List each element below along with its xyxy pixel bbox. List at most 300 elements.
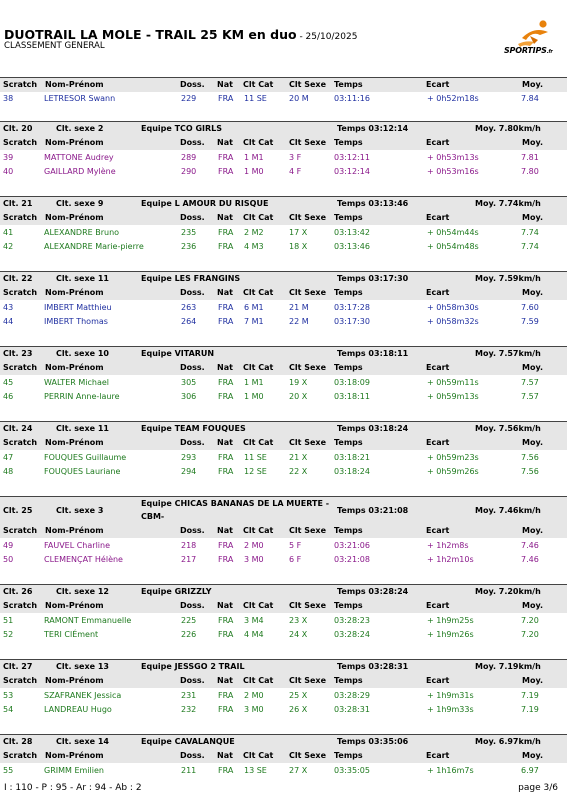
runner-gap: + 0h54m44s [427, 228, 479, 237]
runner-speed: 7.56 [521, 467, 539, 476]
col-nat-header: Nat [217, 526, 233, 535]
col-name-header: Nom-Prénom [45, 438, 104, 447]
team-overall-rank: Clt. 28 [3, 737, 33, 746]
runner-category-rank: 3 M0 [244, 705, 264, 714]
col-cat-rank-header: Clt Cat [243, 138, 274, 147]
col-name-header: Nom-Prénom [45, 288, 104, 297]
runner-sex-rank: 18 X [289, 242, 308, 251]
team-name: Equipe GRIZZLY [141, 587, 212, 596]
col-scratch-header: Scratch [3, 676, 38, 685]
runner-speed: 6.97 [521, 766, 539, 775]
col-sex-rank-header: Clt Sexe [289, 138, 326, 147]
team-name: Equipe TEAM FOUQUES [141, 424, 246, 433]
runner-gap: + 1h2m10s [427, 555, 474, 564]
col-nat-header: Nat [217, 601, 233, 610]
team-header-row [0, 122, 567, 136]
column-header-row [0, 136, 567, 150]
team-time: Temps 03:13:46 [337, 199, 409, 208]
team-speed: Moy. 7.80km/h [475, 124, 541, 133]
col-time-header: Temps [334, 676, 363, 685]
runner-bib: 294 [181, 467, 197, 476]
team-header-row [0, 422, 567, 436]
runner-speed: 7.20 [521, 616, 539, 625]
team-sex-rank: Clt. sexe 11 [56, 424, 109, 433]
runner-nationality: FRA [218, 691, 234, 700]
team-overall-rank: Clt. 24 [3, 424, 33, 433]
runner-sex-rank: 24 X [289, 630, 308, 639]
runner-gap: + 1h16m7s [427, 766, 474, 775]
runner-name: LANDREAU Hugo [44, 705, 112, 714]
runner-scratch-rank: 49 [3, 541, 14, 550]
col-name-header: Nom-Prénom [45, 601, 104, 610]
runner-gap: + 0h59m13s [427, 392, 479, 401]
runner-speed: 7.56 [521, 453, 539, 462]
col-time-header: Temps [334, 526, 363, 535]
team-name: Equipe JESSGO 2 TRAIL [141, 662, 245, 671]
runner-gap: + 1h9m25s [427, 616, 474, 625]
runner-row [0, 227, 567, 240]
team-sex-rank: Clt. sexe 3 [56, 506, 104, 515]
runner-row [0, 629, 567, 642]
runner-time: 03:28:29 [334, 691, 370, 700]
runner-row [0, 152, 567, 165]
team-name: Equipe TCO GIRLS [141, 124, 223, 133]
runner-category-rank: 11 SE [244, 94, 267, 103]
runner-nationality: FRA [218, 705, 234, 714]
col-cat-rank-header: Clt Cat [243, 676, 274, 685]
runner-speed: 7.57 [521, 378, 539, 387]
runner-category-rank: 4 M4 [244, 630, 264, 639]
runner-nationality: FRA [218, 317, 234, 326]
runner-speed: 7.46 [521, 555, 539, 564]
col-time-header: Temps [334, 438, 363, 447]
runner-time: 03:17:30 [334, 317, 370, 326]
column-header-row [0, 436, 567, 450]
runner-bib: 290 [181, 167, 197, 176]
runner-speed: 7.57 [521, 392, 539, 401]
runner-nationality: FRA [218, 167, 234, 176]
runner-time: 03:21:06 [334, 541, 370, 550]
runner-sex-rank: 26 X [289, 705, 308, 714]
runner-row [0, 93, 567, 106]
col-name-header: Nom-Prénom [45, 363, 104, 372]
runner-gap: + 0h59m26s [427, 467, 479, 476]
column-header-row [0, 674, 567, 688]
team-time: Temps 03:35:06 [337, 737, 409, 746]
runner-gap: + 0h58m30s [427, 303, 479, 312]
col-bib-header: Doss. [180, 363, 205, 372]
runner-sex-rank: 23 X [289, 616, 308, 625]
runner-time: 03:28:24 [334, 630, 370, 639]
runner-scratch-rank: 51 [3, 616, 14, 625]
runner-bib: 229 [181, 94, 197, 103]
runner-category-rank: 11 SE [244, 453, 267, 462]
col-nat-header: Nat [217, 213, 233, 222]
runner-category-rank: 1 M1 [244, 153, 264, 162]
col-gap-header: Ecart [426, 213, 450, 222]
team-sex-rank: Clt. sexe 11 [56, 274, 109, 283]
col-bib-header: Doss. [180, 526, 205, 535]
runner-scratch-rank: 41 [3, 228, 14, 237]
runner-sex-rank: 3 F [289, 153, 302, 162]
runner-row [0, 615, 567, 628]
runner-sex-rank: 25 X [289, 691, 308, 700]
runner-bib: 293 [181, 453, 197, 462]
runner-nationality: FRA [218, 303, 234, 312]
team-header-row [0, 197, 567, 211]
team-name: Equipe VITARUN [141, 349, 215, 358]
team-header-row [0, 347, 567, 361]
team-time: Temps 03:12:14 [337, 124, 409, 133]
runner-name: FOUQUES Lauriane [44, 467, 121, 476]
runner-sex-rank: 27 X [289, 766, 308, 775]
runner-scratch-rank: 54 [3, 705, 14, 714]
runner-name: PERRIN Anne-laure [44, 392, 120, 401]
runner-scratch-rank: 46 [3, 392, 14, 401]
team-overall-rank: Clt. 23 [3, 349, 33, 358]
team-time: Temps 03:18:11 [337, 349, 409, 358]
col-cat-rank-header: Clt Cat [243, 601, 274, 610]
column-header-row [0, 599, 567, 613]
column-header-row [0, 78, 567, 92]
runner-bib: 263 [181, 303, 197, 312]
runner-category-rank: 1 M0 [244, 392, 264, 401]
runner-sex-rank: 21 X [289, 453, 308, 462]
runner-row [0, 391, 567, 404]
runner-nationality: FRA [218, 630, 234, 639]
col-time-header: Temps [334, 288, 363, 297]
col-sex-rank-header: Clt Sexe [289, 751, 326, 760]
runner-speed: 7.81 [521, 153, 539, 162]
col-nat-header: Nat [217, 138, 233, 147]
runner-speed: 7.80 [521, 167, 539, 176]
runner-sex-rank: 4 F [289, 167, 302, 176]
col-name-header: Nom-Prénom [45, 80, 104, 89]
runner-nationality: FRA [218, 153, 234, 162]
runner-bib: 225 [181, 616, 197, 625]
team-header-row [0, 272, 567, 286]
team-sex-rank: Clt. sexe 9 [56, 199, 104, 208]
runner-time: 03:35:05 [334, 766, 370, 775]
runner-time: 03:18:09 [334, 378, 370, 387]
runner-bib: 217 [181, 555, 197, 564]
runner-time: 03:28:23 [334, 616, 370, 625]
col-gap-header: Ecart [426, 751, 450, 760]
runner-category-rank: 12 SE [244, 467, 267, 476]
runner-name: GRIMM Emilien [44, 766, 104, 775]
col-speed-header: Moy. [522, 213, 543, 222]
col-nat-header: Nat [217, 363, 233, 372]
runner-name: MATTONE Audrey [44, 153, 114, 162]
team-speed: Moy. 7.57km/h [475, 349, 541, 358]
runner-scratch-rank: 47 [3, 453, 14, 462]
col-bib-header: Doss. [180, 213, 205, 222]
runner-scratch-rank: 42 [3, 242, 14, 251]
team-name: Equipe L AMOUR DU RISQUE [141, 199, 269, 208]
runner-time: 03:17:28 [334, 303, 370, 312]
runner-scratch-rank: 38 [3, 94, 14, 103]
col-time-header: Temps [334, 363, 363, 372]
runner-gap: + 0h58m32s [427, 317, 479, 326]
runner-bib: 289 [181, 153, 197, 162]
runner-row [0, 452, 567, 465]
runner-bib: 211 [181, 766, 197, 775]
team-overall-rank: Clt. 21 [3, 199, 33, 208]
runner-category-rank: 2 M0 [244, 541, 264, 550]
column-header-row [0, 749, 567, 763]
runner-gap: + 0h59m23s [427, 453, 479, 462]
col-nat-header: Nat [217, 751, 233, 760]
runner-scratch-rank: 40 [3, 167, 14, 176]
col-cat-rank-header: Clt Cat [243, 438, 274, 447]
runner-gap: + 0h52m18s [427, 94, 479, 103]
runner-bib: 305 [181, 378, 197, 387]
col-sex-rank-header: Clt Sexe [289, 526, 326, 535]
team-sex-rank: Clt. sexe 2 [56, 124, 104, 133]
runner-sex-rank: 22 X [289, 467, 308, 476]
runner-row [0, 704, 567, 717]
col-cat-rank-header: Clt Cat [243, 363, 274, 372]
col-gap-header: Ecart [426, 526, 450, 535]
runner-category-rank: 3 M4 [244, 616, 264, 625]
runner-speed: 7.59 [521, 317, 539, 326]
col-scratch-header: Scratch [3, 80, 38, 89]
runner-time: 03:28:31 [334, 705, 370, 714]
runner-sex-rank: 6 F [289, 555, 302, 564]
team-header-row [0, 660, 567, 674]
runner-gap: + 0h53m16s [427, 167, 479, 176]
column-header-row [0, 286, 567, 300]
runner-row [0, 166, 567, 179]
col-scratch-header: Scratch [3, 751, 38, 760]
runner-speed: 7.19 [521, 705, 539, 714]
col-gap-header: Ecart [426, 80, 450, 89]
col-name-header: Nom-Prénom [45, 751, 104, 760]
col-time-header: Temps [334, 213, 363, 222]
col-scratch-header: Scratch [3, 288, 38, 297]
runner-category-rank: 13 SE [244, 766, 267, 775]
col-speed-header: Moy. [522, 526, 543, 535]
team-header-row [0, 735, 567, 749]
runner-row [0, 466, 567, 479]
runner-time: 03:12:11 [334, 153, 370, 162]
team-overall-rank: Clt. 25 [3, 506, 33, 515]
team-time: Temps 03:28:31 [337, 662, 409, 671]
runner-name: RAMONT Emmanuelle [44, 616, 132, 625]
runner-name: ALEXANDRE Marie-pierre [44, 242, 144, 251]
runner-speed: 7.19 [521, 691, 539, 700]
col-bib-header: Doss. [180, 438, 205, 447]
col-sex-rank-header: Clt Sexe [289, 676, 326, 685]
col-bib-header: Doss. [180, 676, 205, 685]
team-sex-rank: Clt. sexe 13 [56, 662, 109, 671]
col-gap-header: Ecart [426, 363, 450, 372]
runner-time: 03:13:42 [334, 228, 370, 237]
col-cat-rank-header: Clt Cat [243, 213, 274, 222]
runner-sex-rank: 17 X [289, 228, 308, 237]
runner-name: FOUQUES Guillaume [44, 453, 127, 462]
team-speed: Moy. 7.59km/h [475, 274, 541, 283]
col-speed-header: Moy. [522, 601, 543, 610]
team-speed: Moy. 7.56km/h [475, 424, 541, 433]
runner-sex-rank: 22 M [289, 317, 309, 326]
runner-time: 03:21:08 [334, 555, 370, 564]
team-speed: Moy. 7.74km/h [475, 199, 541, 208]
team-time: Temps 03:21:08 [337, 506, 409, 515]
runner-row [0, 316, 567, 329]
team-sex-rank: Clt. sexe 14 [56, 737, 109, 746]
runner-nationality: FRA [218, 94, 234, 103]
runner-name: SZAFRANEK Jessica [44, 691, 122, 700]
runner-time: 03:18:11 [334, 392, 370, 401]
runner-bib: 235 [181, 228, 197, 237]
runner-time: 03:13:46 [334, 242, 370, 251]
col-bib-header: Doss. [180, 601, 205, 610]
col-speed-header: Moy. [522, 288, 543, 297]
runner-time: 03:12:14 [334, 167, 370, 176]
page-number: page 3/6 [518, 783, 558, 793]
col-gap-header: Ecart [426, 676, 450, 685]
runner-bib: 306 [181, 392, 197, 401]
col-gap-header: Ecart [426, 601, 450, 610]
runner-gap: + 0h59m11s [427, 378, 479, 387]
team-time: Temps 03:18:24 [337, 424, 409, 433]
runner-category-rank: 1 M1 [244, 378, 264, 387]
runner-scratch-rank: 50 [3, 555, 14, 564]
team-overall-rank: Clt. 22 [3, 274, 33, 283]
col-sex-rank-header: Clt Sexe [289, 438, 326, 447]
event-date: - 25/10/2025 [296, 32, 358, 42]
col-bib-header: Doss. [180, 80, 205, 89]
runner-gap: + 0h54m48s [427, 242, 479, 251]
col-cat-rank-header: Clt Cat [243, 80, 274, 89]
runner-name: IMBERT Thomas [44, 317, 108, 326]
runner-row [0, 554, 567, 567]
col-nat-header: Nat [217, 288, 233, 297]
runner-bib: 218 [181, 541, 197, 550]
col-nat-header: Nat [217, 676, 233, 685]
col-scratch-header: Scratch [3, 601, 38, 610]
logo-label: SPORTIPS.fr [504, 46, 553, 55]
runner-bib: 236 [181, 242, 197, 251]
runner-bib: 232 [181, 705, 197, 714]
runner-name: TERI ClÉment [44, 630, 99, 639]
runner-scratch-rank: 39 [3, 153, 14, 162]
col-name-header: Nom-Prénom [45, 676, 104, 685]
runner-category-rank: 2 M0 [244, 691, 264, 700]
team-name-continued: CBM- [141, 512, 165, 521]
runner-speed: 7.20 [521, 630, 539, 639]
runner-row [0, 241, 567, 254]
runner-category-rank: 7 M1 [244, 317, 264, 326]
col-scratch-header: Scratch [3, 363, 38, 372]
runner-time: 03:18:21 [334, 453, 370, 462]
team-speed: Moy. 7.46km/h [475, 506, 541, 515]
col-gap-header: Ecart [426, 438, 450, 447]
runner-name: CLEMENÇAT Hélène [44, 555, 123, 564]
runner-nationality: FRA [218, 766, 234, 775]
runner-nationality: FRA [218, 453, 234, 462]
team-name: Equipe LES FRANGINS [141, 274, 241, 283]
runner-time: 03:18:24 [334, 467, 370, 476]
col-sex-rank-header: Clt Sexe [289, 288, 326, 297]
col-cat-rank-header: Clt Cat [243, 751, 274, 760]
col-sex-rank-header: Clt Sexe [289, 80, 326, 89]
race-stats: I : 110 - P : 95 - Ar : 94 - Ab : 2 [4, 783, 142, 793]
runner-scratch-rank: 45 [3, 378, 14, 387]
runner-gap: + 1h9m26s [427, 630, 474, 639]
runner-nationality: FRA [218, 541, 234, 550]
runner-speed: 7.74 [521, 228, 539, 237]
col-cat-rank-header: Clt Cat [243, 288, 274, 297]
runner-speed: 7.84 [521, 94, 539, 103]
runner-name: WALTER Michael [44, 378, 109, 387]
runner-gap: + 0h53m13s [427, 153, 479, 162]
runner-scratch-rank: 43 [3, 303, 14, 312]
col-bib-header: Doss. [180, 751, 205, 760]
team-time: Temps 03:17:30 [337, 274, 409, 283]
runner-category-rank: 4 M3 [244, 242, 264, 251]
runner-bib: 231 [181, 691, 197, 700]
runner-row [0, 540, 567, 553]
runner-category-rank: 2 M2 [244, 228, 264, 237]
runner-sex-rank: 20 X [289, 392, 308, 401]
runner-name: IMBERT Matthieu [44, 303, 112, 312]
team-name: Equipe CAVALANQUE [141, 737, 235, 746]
page-title: DUOTRAIL LA MOLE - TRAIL 25 KM en duo [4, 27, 297, 42]
runner-sex-rank: 21 M [289, 303, 309, 312]
runner-row [0, 377, 567, 390]
runner-scratch-rank: 44 [3, 317, 14, 326]
team-sex-rank: Clt. sexe 10 [56, 349, 109, 358]
runner-nationality: FRA [218, 242, 234, 251]
col-speed-header: Moy. [522, 80, 543, 89]
team-time: Temps 03:28:24 [337, 587, 409, 596]
team-speed: Moy. 7.20km/h [475, 587, 541, 596]
col-speed-header: Moy. [522, 138, 543, 147]
runner-time: 03:11:16 [334, 94, 370, 103]
runner-category-rank: 3 M0 [244, 555, 264, 564]
col-name-header: Nom-Prénom [45, 526, 104, 535]
team-overall-rank: Clt. 27 [3, 662, 33, 671]
team-header-row [0, 497, 567, 524]
col-gap-header: Ecart [426, 138, 450, 147]
col-time-header: Temps [334, 601, 363, 610]
runner-name: GAILLARD Mylène [44, 167, 116, 176]
runner-nationality: FRA [218, 378, 234, 387]
column-header-row [0, 524, 567, 538]
runner-scratch-rank: 48 [3, 467, 14, 476]
runner-scratch-rank: 53 [3, 691, 14, 700]
col-speed-header: Moy. [522, 676, 543, 685]
runner-nationality: FRA [218, 228, 234, 237]
col-sex-rank-header: Clt Sexe [289, 363, 326, 372]
col-nat-header: Nat [217, 80, 233, 89]
col-bib-header: Doss. [180, 138, 205, 147]
runner-name: ALEXANDRE Bruno [44, 228, 120, 237]
runner-sex-rank: 5 F [289, 541, 302, 550]
team-overall-rank: Clt. 20 [3, 124, 33, 133]
team-header-row [0, 585, 567, 599]
col-cat-rank-header: Clt Cat [243, 526, 274, 535]
runner-row [0, 690, 567, 703]
runner-gap: + 1h2m8s [427, 541, 469, 550]
runner-speed: 7.74 [521, 242, 539, 251]
team-speed: Moy. 7.19km/h [475, 662, 541, 671]
col-scratch-header: Scratch [3, 438, 38, 447]
col-scratch-header: Scratch [3, 213, 38, 222]
col-time-header: Temps [334, 80, 363, 89]
